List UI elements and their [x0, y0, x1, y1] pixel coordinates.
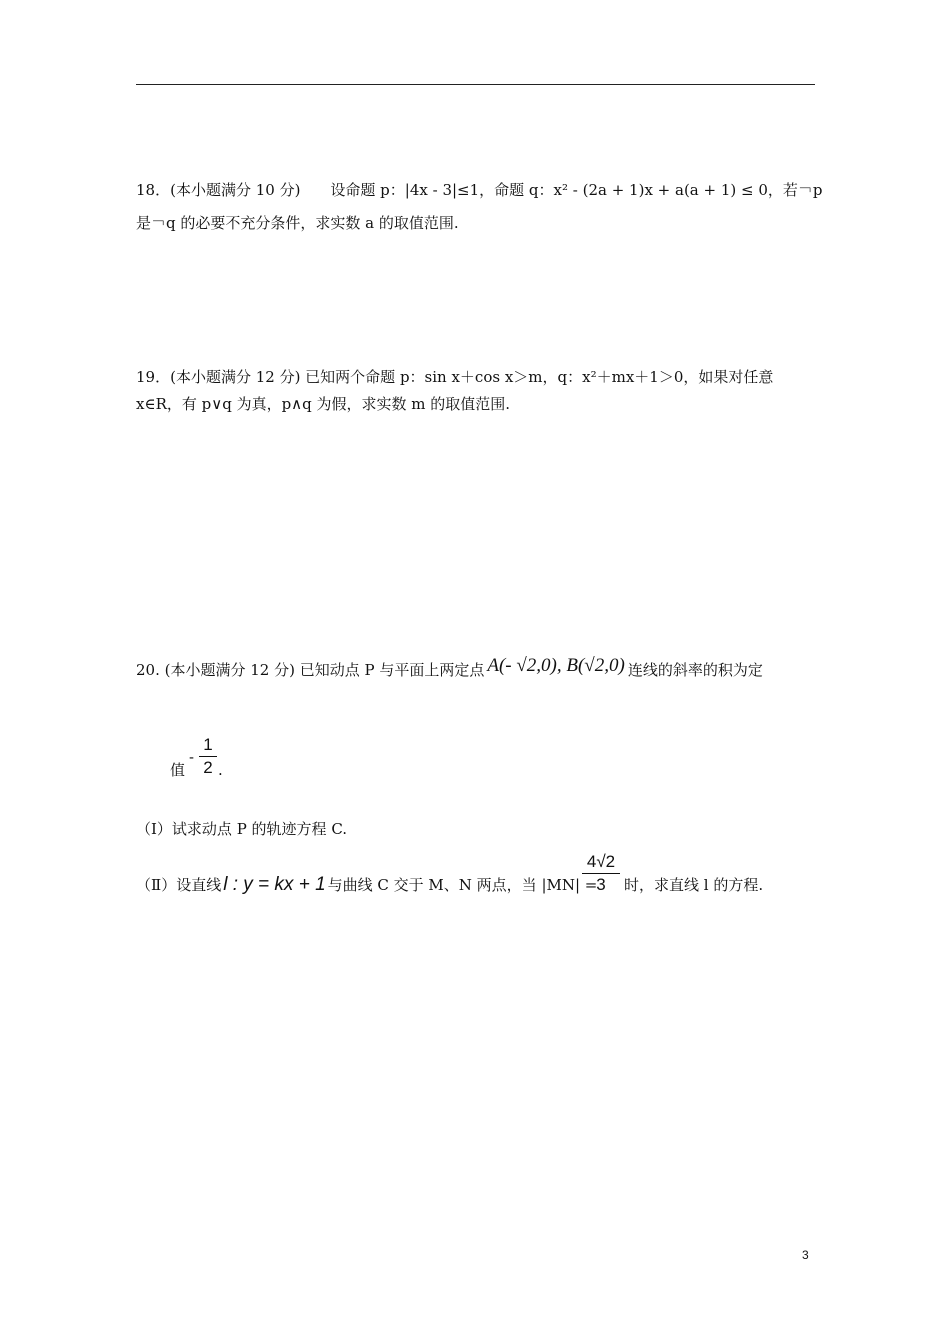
problem-20-intro — [136, 655, 763, 680]
problem-20-part-2 — [136, 875, 597, 895]
problem-20-intro-before: 20. (本小题满分 12 分) 已知动点 P 与平面上两定点 — [136, 661, 485, 679]
problem-20-value-suffix: . — [218, 761, 223, 779]
problem-20-intro-after: 连线的斜率的积为定 — [627, 661, 763, 679]
part-2-mid: 与曲线 C 交于 M、N 两点，当 |MN| = — [327, 876, 598, 894]
part-2-before: （Ⅱ）设直线 — [136, 876, 222, 894]
problem-19-line-2: x∈R，有 p∨q 为真，p∧q 为假，求实数 m 的取值范围. — [136, 395, 511, 413]
fraction-bar — [199, 756, 217, 757]
problem-20-value-fraction — [199, 735, 217, 778]
fraction-denominator: 2 — [203, 758, 213, 777]
fraction-bar — [582, 873, 620, 874]
problem-18-line-2: 是￢q 的必要不充分条件，求实数 a 的取值范围. — [136, 214, 459, 232]
problem-20-part-1: （Ⅰ）试求动点 P 的轨迹方程 C. — [136, 820, 348, 838]
fraction-denominator: 3 — [596, 875, 606, 894]
problem-20-value-prefix: 值 — [170, 761, 186, 779]
problem-20-mn-fraction — [582, 852, 620, 895]
problem-18-line-1: 18．(本小题满分 10 分) 设命题 p：|4x - 3|≤1，命题 q：x² - (2a + 1)x + a(a + 1) ≤ 0，若￢p — [136, 181, 823, 199]
fraction-numerator: 4√2 — [586, 852, 616, 871]
header-rule — [136, 84, 815, 85]
part-2-after: 时，求直线 l 的方程. — [624, 876, 764, 894]
problem-19-line-1: 19．(本小题满分 12 分) 已知两个命题 p：sin x＋cos x＞m，q：x²＋mx＋1＞0，如果对任意 — [136, 368, 774, 386]
page-number: 3 — [802, 1248, 809, 1262]
problem-20-fixed-points: A(- √2,0), B(√2,0) — [487, 655, 625, 676]
problem-20-value-sign: - — [189, 749, 194, 766]
fraction-numerator: 1 — [203, 735, 213, 754]
part-2-line-equation: l : y = kx + 1 — [223, 874, 326, 895]
